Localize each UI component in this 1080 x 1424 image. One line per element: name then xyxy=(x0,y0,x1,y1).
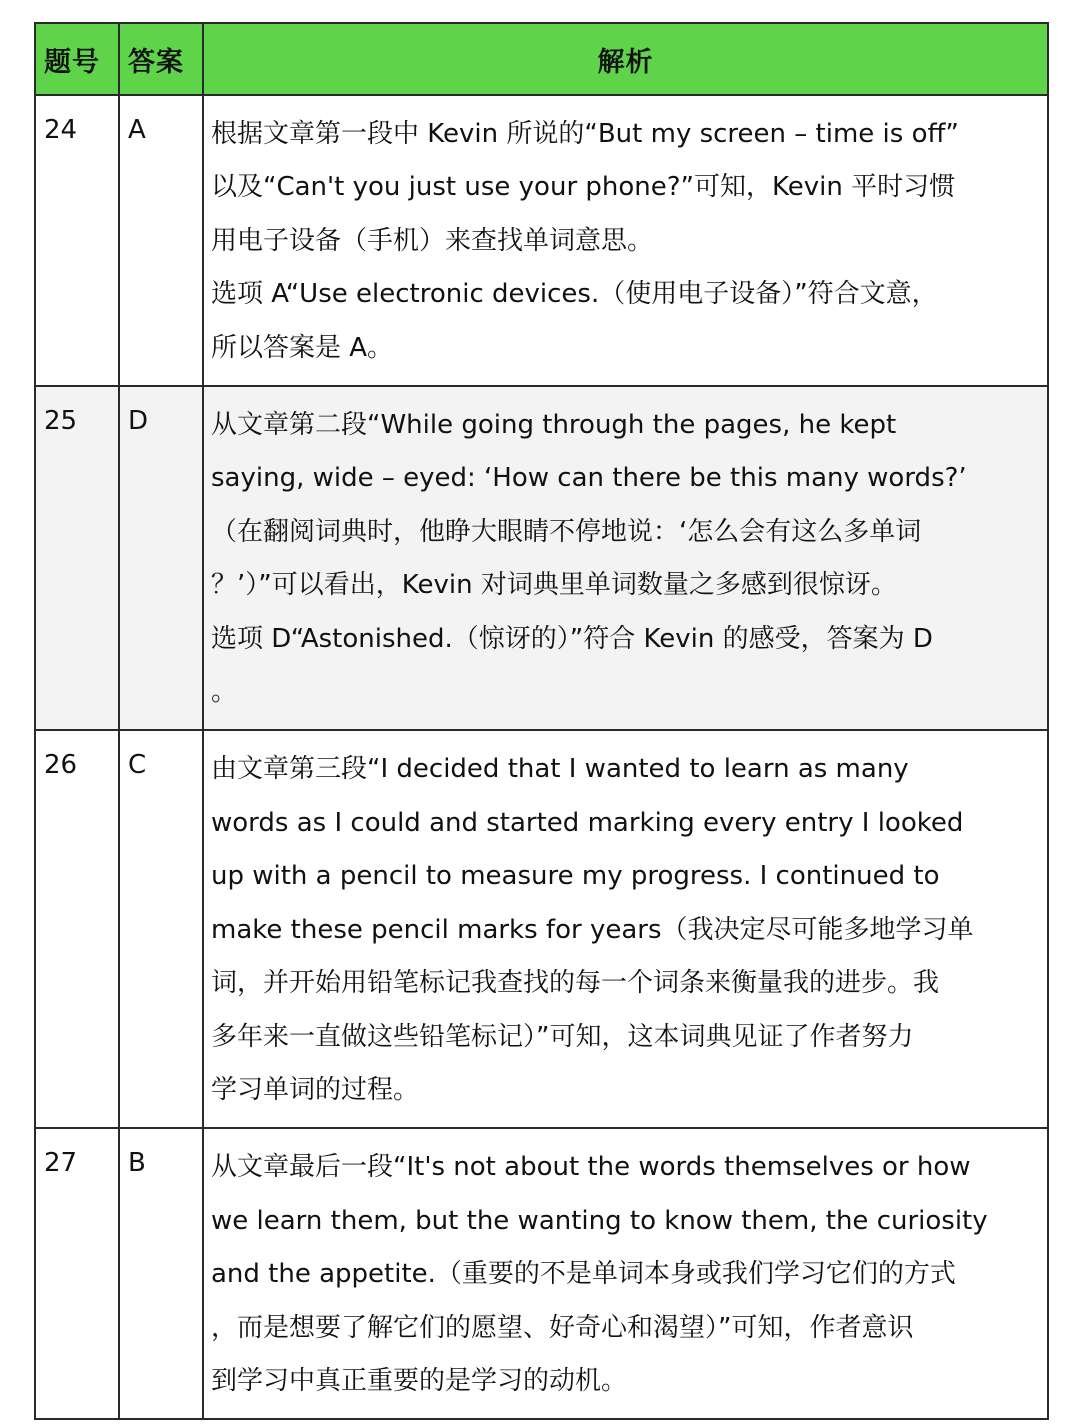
explanation-cell xyxy=(203,386,1048,730)
table-row xyxy=(35,386,1048,730)
answer-letter: C xyxy=(119,730,203,1128)
explanation-line: 用电子设备（手机）来查找单词意思。 xyxy=(211,225,654,256)
header-question-number: 题号 xyxy=(35,23,119,95)
explanation-line: 词，并开始用铅笔标记我查找的每一个词条来衡量我的进步。我 xyxy=(211,968,940,999)
explanation-line: ，而是想要了解它们的愿望、好奇心和渴望）”可知，作者意识 xyxy=(211,1312,914,1343)
table-header xyxy=(35,23,1048,95)
header-explanation: 解析 xyxy=(203,23,1048,95)
explanation-line: 所以答案是 A。 xyxy=(211,332,394,363)
question-number: 25 xyxy=(35,386,119,730)
explanation-line: 以及“Can't you just use your phone?”可知，Kevin 平时习惯 xyxy=(211,172,956,203)
explanation-cell xyxy=(203,95,1048,386)
explanation-line: and the appetite.（重要的不是单词本身或我们学习它们的方式 xyxy=(211,1259,956,1290)
header-answer: 答案 xyxy=(119,23,203,95)
explanation-line: we learn them, but the wanting to know them, the curiosity xyxy=(211,1205,988,1236)
table-row xyxy=(35,1128,1048,1419)
question-number: 27 xyxy=(35,1128,119,1419)
explanation-line: 选项 A“Use electronic devices.（使用电子设备）”符合文意， xyxy=(211,279,938,310)
question-number: 26 xyxy=(35,730,119,1128)
table-row xyxy=(35,730,1048,1128)
explanation-line: words as I could and started marking every entry I looked xyxy=(211,807,964,838)
explanation-line: 从文章最后一段“It's not about the words themselves or how xyxy=(211,1152,971,1183)
table-row xyxy=(35,95,1048,386)
explanation-cell xyxy=(203,1128,1048,1419)
explanation-line: （在翻阅词典时，他睁大眼睛不停地说：‘怎么会有这么多单词 xyxy=(211,516,922,547)
answer-explanation-table xyxy=(34,22,1049,1420)
answer-letter: A xyxy=(119,95,203,386)
answer-letter: B xyxy=(119,1128,203,1419)
table-body xyxy=(35,95,1048,1419)
explanation-line: ？’）”可以看出，Kevin 对词典里单词数量之多感到很惊讶。 xyxy=(211,570,897,601)
explanation-line: 选项 D“Astonished.（惊讶的）”符合 Kevin 的感受，答案为 D xyxy=(211,623,933,654)
explanation-line: 从文章第二段“While going through the pages, he kept xyxy=(211,410,897,441)
explanation-line: 。 xyxy=(211,677,238,708)
explanation-line: up with a pencil to measure my progress. I continued to xyxy=(211,861,940,892)
explanation-line: 学习单词的过程。 xyxy=(211,1074,420,1105)
explanation-line: 到学习中真正重要的是学习的动机。 xyxy=(211,1365,628,1396)
explanation-line: make these pencil marks for years（我决定尽可能多地学习单 xyxy=(211,914,974,945)
question-number: 24 xyxy=(35,95,119,386)
explanation-line: 由文章第三段“I decided that I wanted to learn as many xyxy=(211,754,909,785)
explanation-line: 多年来一直做这些铅笔标记）”可知，这本词典见证了作者努力 xyxy=(211,1021,914,1052)
explanation-line: 根据文章第一段中 Kevin 所说的“But my screen – time is off” xyxy=(211,119,959,149)
explanation-line: saying, wide – eyed: ‘How can there be this many words?’ xyxy=(211,463,967,494)
answer-letter: D xyxy=(119,386,203,730)
explanation-cell xyxy=(203,730,1048,1128)
header-row xyxy=(35,23,1048,95)
